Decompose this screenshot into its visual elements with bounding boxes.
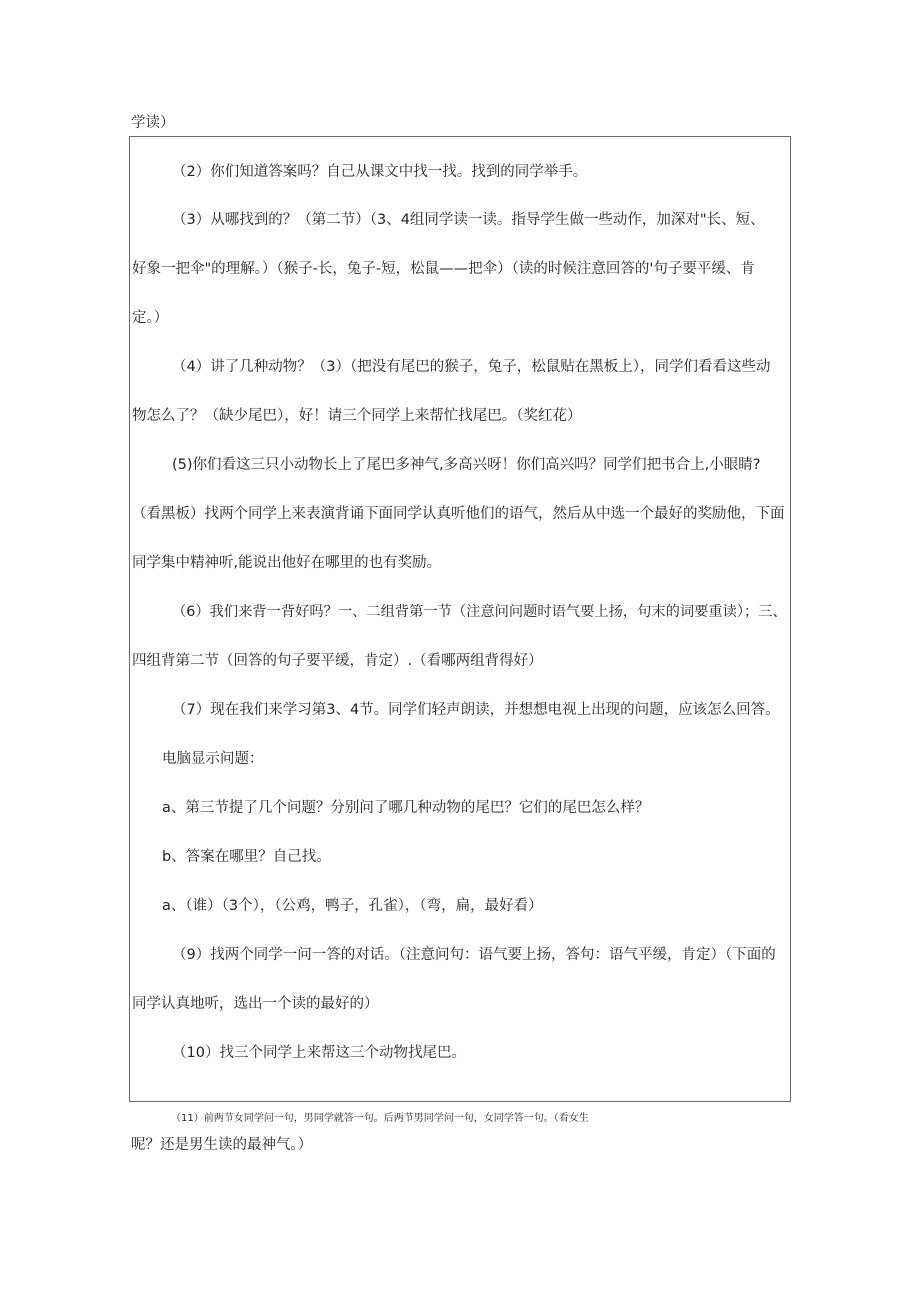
- header-fragment: 学读）: [131, 115, 175, 131]
- step-4-line-1: （4）讲了几种动物？（3）（把没有尾巴的猴子，兔子，松鼠贴在黑板上），同学们看看这些动: [172, 359, 771, 375]
- step-3-line-1: （3）从哪找到的？（第二节）（3、4组同学读一读。指导学生做一些动作，加深对"长、短、: [172, 212, 765, 228]
- lesson-steps-box: [129, 136, 791, 1102]
- step-9-line-2: 同学认真地听，选出一个读的最好的）: [132, 996, 379, 1012]
- answer-a: a、（谁）（3个），（公鸡，鸭子，孔雀），（弯，扁，最好看）: [162, 898, 543, 914]
- step-7-text: （7）现在我们来学习第3、4节。同学们轻声朗读，并想想电视上出现的问题，应该怎么回答。: [172, 702, 780, 718]
- step-3-line-2: 好象一把伞"的理解。）（猴子-长，兔子-短，松鼠——把伞）（读的时候注意回答的'句子要平缓、肯: [132, 261, 755, 277]
- step-11-line-1: （11）前两节女同学问一句，男同学就答一句。后两节男同学问一句，女同学答一句。（看女生: [171, 1113, 589, 1124]
- question-b: b、答案在哪里？自己找。: [162, 849, 331, 865]
- step-5-line-1: (5)你们看这三只小动物长上了尾巴多神气,多高兴呀！你们高兴吗？同学们把书合上,小眼睛?: [172, 457, 761, 473]
- step-5-line-3: 同学集中精神听,能说出他好在哪里的也有奖励。: [132, 555, 442, 571]
- step-10-text: （10）找三个同学上来帮这三个动物找尾巴。: [172, 1045, 466, 1061]
- step-3-line-3: 定。）: [132, 310, 169, 326]
- question-a: a、第三节提了几个问题？分别问了哪几种动物的尾巴？它们的尾巴怎么样？: [162, 800, 650, 816]
- step-11-line-2: 呢？还是男生读的最神气。）: [131, 1137, 313, 1153]
- step-6-line-1: （6）我们来背一背好吗？一、二组背第一节（注意问问题时语气要上扬，句末的词要重读）；三、: [172, 604, 787, 620]
- step-2-text: （2）你们知道答案吗？自己从课文中找一找。找到的同学举手。: [172, 164, 588, 180]
- computer-question-label: 电脑显示问题：: [162, 751, 264, 767]
- step-9-line-1: （9）找两个同学一问一答的对话。（注意问句：语气要上扬，答句：语气平缓，肯定）（下面的: [172, 947, 776, 963]
- step-6-line-2: 四组背第二节（回答的句子要平缓，肯定）.（看哪两组背得好）: [132, 653, 543, 669]
- step-5-line-2: （看黑板）找两个同学上来表演背诵下面同学认真听他们的语气，然后从中选一个最好的奖励他，下面: [132, 506, 785, 522]
- step-4-line-2: 物怎么了？（缺少尾巴），好！请三个同学上来帮忙找尾巴。（奖红花）: [132, 408, 582, 424]
